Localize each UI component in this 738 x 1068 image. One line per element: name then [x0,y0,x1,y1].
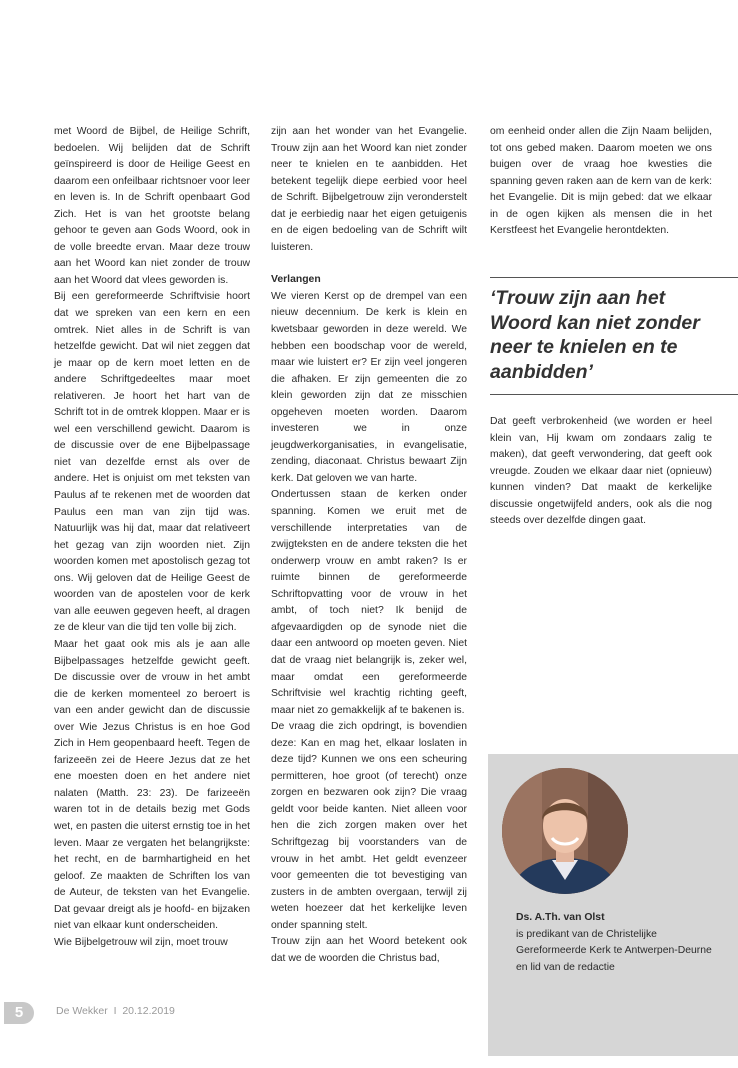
author-portrait-illustration [502,768,628,894]
article-column-1 [54,124,250,951]
pull-quote-rule-top [490,277,738,278]
paragraph: Wie Bijbelgetrouw wil zijn, moet trouw [54,936,228,948]
paragraph: Ondertussen staan de kerken onder spanning. Komen we eruit met de verschillende interpretaties van de zwijgteksten en de andere teksten die het onderwerp vrouw en ambt raken? Is er ruimte binnen de gereformeerde Schriftopvatting voor de vrouw in het ambt, of toch niet? Ik benijd de afgevaardigden op de synode niet die daar een antwoord op moeten geven. Niet dat de vraag niet belangrijk is, zeker wel, maar omdat een gereformeerde Schriftvisie wel krachtig richting geeft, maar niet zo gemakkelijk af te bakenen is. [271,489,467,716]
author-bio [516,910,716,976]
article-column-3 [490,124,712,240]
pull-quote: ‘Trouw zijn aan het Woord kan niet zonder neer te knielen en te aanbidden’ [490,287,700,383]
paragraph: zijn aan het wonder van het Evangelie. Trouw zijn aan het Woord kan niet zonder neer te knielen en te aanbidden. Het betekent tegelijk diepe eerbied voor heel de Schrift. Bijbelgetrouw zijn veronderstelt dat je eerbiedig naar het eigen getuigenis en de eigen bedoeling van de Schrift wilt luisteren. [271,126,467,253]
author-name: Ds. A.Th. van Olst [516,912,605,923]
paragraph: We vieren Kerst op de drempel van een nieuw decennium. De kerk is klein en kwetsbaar geworden in deze wereld. We hebben een boodschap voor de wereld, maar wie luistert er? Er zijn veel jongeren die afhaken. Er zijn gemeenten die zo klein geworden zijn dat ze misschien opgeheven moeten worden. Daarom investeren we in onze jeugdwerkorganisaties, in evangelisatie, zending, diaconaat. Christus bewaart Zijn kerk. Dat geloven we van harte. [271,290,467,484]
article-column-3-continued [490,414,712,530]
article-column-2 [271,124,467,967]
paragraph: om eenheid onder allen die Zijn Naam belijden, tot ons gebed maken. Daarom moeten we ons buigen over de vraag hoe kwesties die spanning geven raken aan de kern van de kerk: het Evangelie. Dit is mijn gebed: dat we elkaar in de ogen kijken als mensen die in het Kerstfeest het Evangelie herontdekten. [490,126,712,237]
paragraph: De vraag die zich opdringt, is bovendien deze: Kan en mag het, elkaar loslaten in deze tijd? Kunnen we ons een scheuring permitteren, hoe groot (of terecht) onze zorgen en bezwaren ook zijn? Die vraag geldt voor beide kanten. Niet alleen voor hen die zich zorgen maken over het Schriftgezag bij voorstanders van de vrouw in het ambt. Het geldt evenzeer voor gemeenten die tot bevestiging van zusters in de ambten overgaan, terwijl zij weten hoezeer dat het kerkelijke leven onder spanning stelt. [271,721,467,931]
footer-publication: De Wekker I 20.12.2019 [56,1005,175,1017]
pull-quote-rule-bottom [490,394,738,395]
author-portrait [502,768,628,894]
paragraph: Trouw zijn aan het Woord betekent ook dat we de woorden die Christus bad, [271,936,467,964]
paragraph: Dat geeft verbrokenheid (we worden er heel klein van, Hij kwam om zondaars zalig te maken), dat geeft verwondering, dat geeft ook vreugde. Zouden we elkaar daar niet (opnieuw) kunnen vinden? Dat maakt de kerkelijke discussie ongetwijfeld anders, ook als die nog steeds over dezelfde dingen gaat. [490,416,712,527]
paragraph: met Woord de Bijbel, de Heilige Schrift, bedoelen. Wij belijden dat de Schrift geïnspireerd is door de Heilige Geest en daarom een onfeilbaar richtsnoer voor leer en leven is. In de Schrift openbaart God Zich. Het is van het grootste belang gehoor te geven aan Gods Woord, ook in de volle breedte ervan. Maar deze trouw aan het Woord kan niet zonder de trouw aan het Woord dat vlees geworden is. [54,126,250,286]
author-description: is predikant van de Christelijke Gereformeerde Kerk te Antwerpen-Deurne en lid van de redactie [516,928,712,973]
section-heading: Verlangen [271,274,321,286]
paragraph: Bij een gereformeerde Schriftvisie hoort dat we spreken van een kern en een omtrek. Niet alles in de Schrift is van hetzelfde gewicht. Dat wil niet zeggen dat je maar op de kern moet letten en de andere Schriftgedeeltes maar moet relativeren. Je hoort het hart van de Schrift tot in de omtrek kloppen. Maar er is wel een verschillend gewicht. Daarom is de discussie over de ene Bijbelpassage niet van dezelfde ernst als over de andere. Het is onjuist om met teksten van Paulus af te rekenen met de woorden dat Paulus een man van zijn tijd was. Natuurlijk was hij dat, maar dat relativeert het gezag van zijn woorden niet. Zijn woorden komen met apostolisch gezag tot ons. Wij geloven dat de Heilige Geest de woorden van de apostelen voor de kerk van alle eeuwen gegeven heeft, al dragen ze de kleur van die tijd ten volle bij zich. [54,291,250,634]
paragraph: Maar het gaat ook mis als je aan alle Bijbelpassages hetzelfde gewicht geeft. De discussie over de vrouw in het ambt die de kerken momenteel zo beroert is van een ander gewicht dan de discussie over Wie Jezus Christus is en hoe God Zich in Hem geopenbaard heeft. Tegen de farizeeën zei de Heere Jezus dat ze het ene moesten doen en het andere niet nalaten (Matth. 23: 23). De farizeeën waren tot in de details bezig met Gods wet, en pasten die uiterst ernstig toe in het leven. Maar ze vergaten het belangrijkste: het recht, en de barmhartigheid en het geloof. Ze maakten de Schriften los van de Auteur, de teksten van het Evangelie. Dat gevaar dreigt als je hoofd- en bijzaken niet van elkaar kunt onderscheiden. [54,638,250,932]
page-number-badge: 5 [4,1002,34,1024]
